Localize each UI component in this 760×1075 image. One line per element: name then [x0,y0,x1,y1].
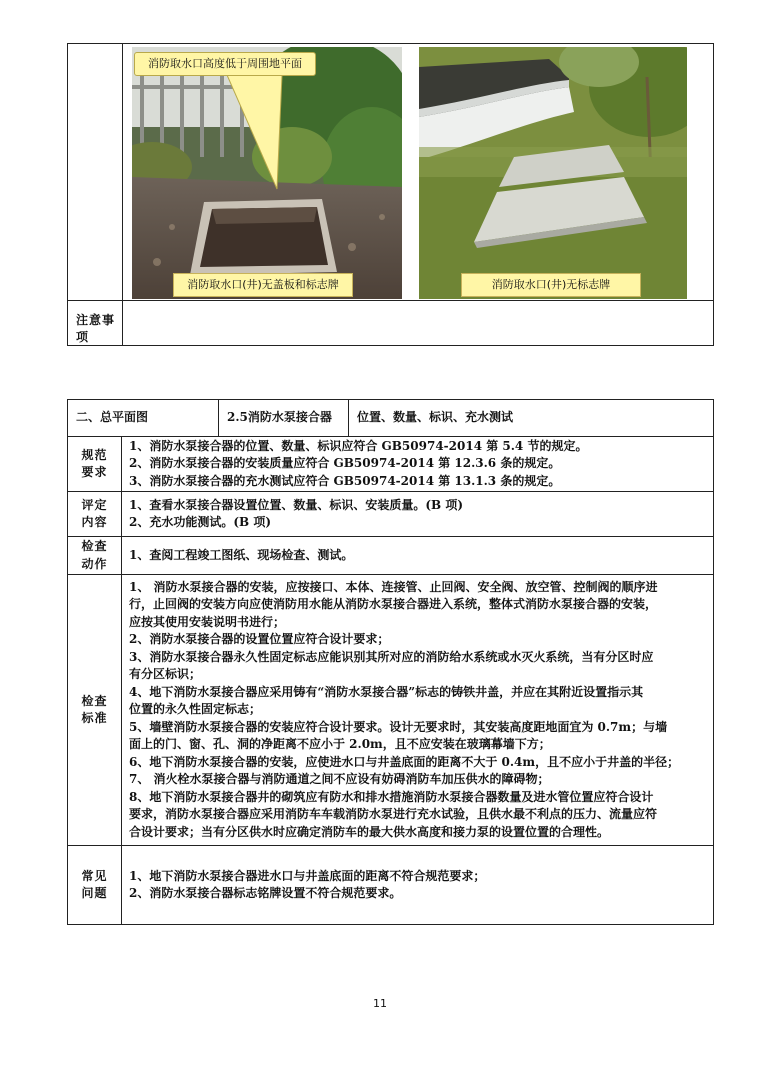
row-label [68,437,122,492]
content-line: 3、消防水泵接合器的充水测试应符合 GB50974-2014 第 13.1.3 条的规定。 [129,473,561,488]
content-line: 1、地下消防水泵接合器进水口与井盖底面的距离不符合规范要求； [129,868,486,883]
row-label-line: 动作 [81,556,108,571]
row-content [122,846,714,925]
content-line: 应按其使用安装说明书进行； [129,614,286,629]
content-line: 1、消防水泵接合器的位置、数量、标识应符合 GB50974-2014 第 5.4 节的规定。 [129,438,588,453]
row-label-line: 评定 [81,497,108,512]
row-content [122,492,714,537]
content-line: 4、地下消防水泵接合器应采用铸有“消防水泵接合器”标志的铸铁井盖，并应在其附近设置指示其 [129,684,644,699]
table-row [68,537,714,575]
table-divider [68,300,713,301]
row-label-line: 问题 [81,886,108,900]
row-label-line: 标准 [81,711,108,725]
item-title: 2.5消防水泵接合器 [219,400,349,437]
content-line: 1、 消防水泵接合器的安装，应按接口、本体、连接管、止回阀、安全阀、放空管、控制阀的顺序进 [129,579,658,594]
table-header-row [68,400,714,437]
content-line: 6、地下消防水泵接合器的安装，应使进水口与井盖底面的距离不大于 0.4m，且不应小于井盖的半径； [129,754,680,769]
table-row [68,437,714,492]
row-label [68,575,122,846]
row-content [122,437,714,492]
note-label-line: 事项 [76,313,116,344]
photo-caption-left: 消防取水口(井)无盖板和标志牌 [173,273,353,297]
row-content [122,575,714,846]
content-line: 7、 消火栓水泵接合器与消防通道之间不应设有妨碍消防车加压供水的障碍物； [129,772,550,787]
scope-title: 位置、数量、标识、充水测试 [349,400,714,437]
row-label-line: 要求 [81,465,108,479]
content-line: 1、查看水泵接合器设置位置、数量、标识、安装质量。(B 项) [129,497,464,512]
row-label-line: 内容 [81,515,108,529]
content-line: 面上的门、窗、孔、洞的净距离不应小于 2.0m，且不应安装在玻璃幕墙下方； [129,737,551,752]
content-line: 2、充水功能测试。(B 项) [129,515,272,529]
table-row [68,492,714,537]
content-line: 位置的永久性固定标志； [129,702,262,717]
photo-water-intake-no-sign [419,47,687,299]
row-content [122,537,714,575]
row-label-line: 检查 [81,693,108,708]
photo-caption-right: 消防取水口(井)无标志牌 [461,273,641,297]
content-line: 1、查阅工程竣工图纸、现场检查、测试。 [129,547,354,562]
section-title: 二、总平面图 [68,400,219,437]
row-label [68,492,122,537]
content-line: 8、地下消防水泵接合器井的砌筑应有防水和排水措施消防水泵接合器数量及进水管位置应符合设计 [129,789,654,804]
row-label-line: 检查 [81,539,108,553]
content-line: 2、消防水泵接合器的安装质量应符合 GB50974-2014 第 12.3.6 条的规定。 [129,456,561,471]
row-label [68,846,122,925]
table-row [68,846,714,925]
content-line: 5、墙壁消防水泵接合器的安装应符合设计要求。设计无要求时，其安装高度距地面宜为 0.7m；与墙 [129,719,668,734]
page-number: 11 [373,997,387,1010]
inspection-table [67,399,714,925]
callout-water-intake-low: 消防取水口高度低于周围地平面 [134,52,316,76]
content-line: 要求，消防水泵接合器应采用消防车车载消防水泵进行充水试验，且供水最不利点的压力、流量应符 [129,807,658,822]
content-line: 有分区标识； [129,667,202,682]
table-row [68,575,714,846]
row-label [68,537,122,575]
content-line: 2、消防水泵接合器标志铭牌设置不符合规范要求。 [129,886,402,900]
row-label-line: 常见 [81,868,108,883]
content-line: 合设计要求；当有分区供水时应确定消防车的最大供水高度和接力泵的设置位置的合理性。 [129,824,610,839]
content-line: 3、消防水泵接合器永久性固定标志应能识别其所对应的消防给水系统或水灭火系统，当有分区时应 [129,649,654,664]
content-line: 行，止回阀的安装方向应使消防用水能从消防水泵接合器进入系统，整体式消防水泵接合器的安装， [129,597,658,612]
note-label-line: 注意 [76,313,103,327]
note-label [76,312,116,346]
photo-water-intake-pit [132,47,402,299]
content-line: 2、消防水泵接合器的设置位置应符合设计要求； [129,632,390,647]
row-label-line: 规范 [81,447,108,462]
